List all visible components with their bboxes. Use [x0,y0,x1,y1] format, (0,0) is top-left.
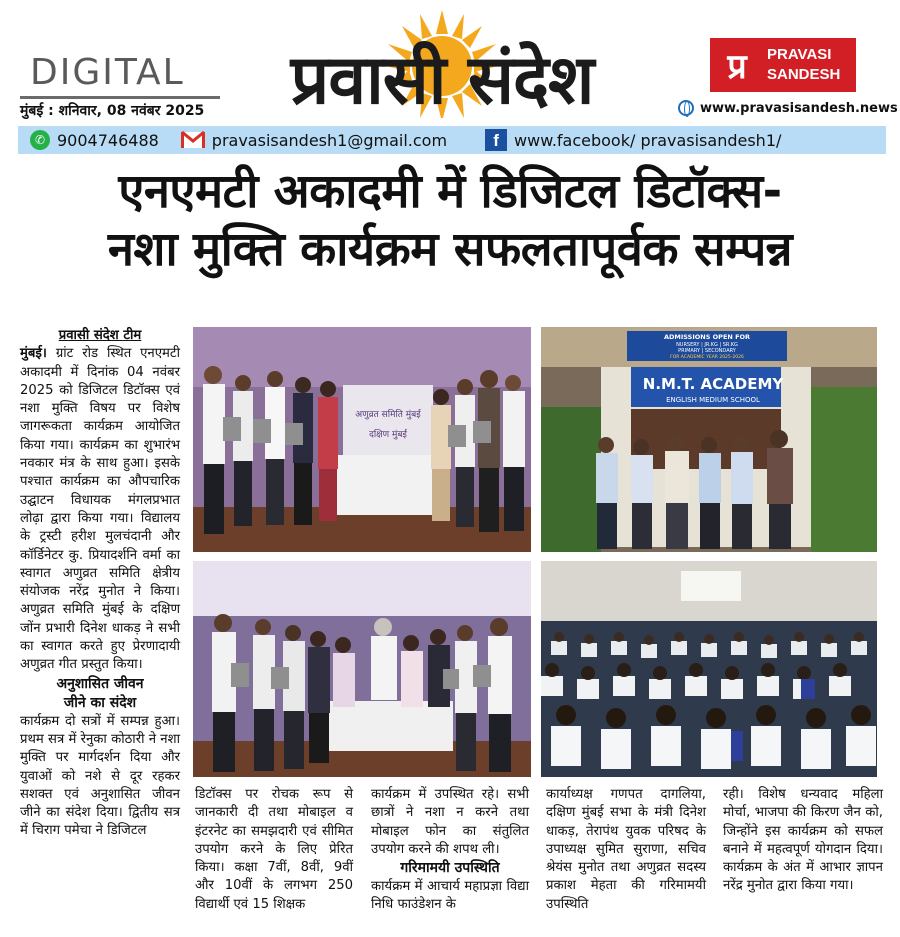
article-column-2: डिटॉक्स पर रोचक रूप से जानकारी दी तथा मोबाइल व इंटरनेट का समझदारी एवं सीमित उपयोग करने के लिए प्रेरित किया। कक्षा 7वीं, 8वीं, 9वीं और 10वीं के लगभग 250 विद्यार्थी एवं 15 शिक्षक [195,787,353,912]
email-item [159,131,447,150]
gmail-icon [181,131,205,149]
logo-text [761,41,853,89]
masthead [0,0,900,125]
lead-city: मुंबई। [20,346,47,362]
photo1-banner-text-2: दक्षिण मुंबई [369,430,407,440]
headline-line-1: एनएमटी अकादमी में डिजिटल डिटॉक्स- [118,164,782,219]
article-column-3: कार्यक्रम में उपस्थित रहे। सभी छात्रों ने नशा न करने तथा मोबाइल फोन का संतुलित उपयोग करने की शपथ ली। गरिमामयी उपस्थिति कार्यक्रम में आचार्य महाप्रज्ञा विद्या निधि फाउंडेशन के [371,787,529,913]
article-column-1 [20,327,180,841]
photo-school-entrance [541,327,877,552]
school-sign-name: N.M.T. ACADEMY [642,375,784,393]
phone-item [18,130,159,150]
dateline: मुंबई : शनिवार, 08 नवंबर 2025 [20,103,205,119]
digital-label: DIGITAL [30,52,185,93]
logo-line1: PRAVASI [767,46,832,63]
headline-line-2: नशा मुक्ति कार्यक्रम सफलतापूर्वक सम्पन्न [107,222,793,277]
facebook-icon: f [485,129,507,151]
logo-line2: SANDESH [767,66,841,83]
newspaper-title: प्रवासी संदेश [290,41,594,120]
article-headline [0,163,900,279]
paragraph-2: कार्यक्रम दो सत्रों में सम्पन्न हुआ। प्रथम सत्र में रेनुका कोठारी ने नशा मुक्ति पर मार्गदर्शन दिया और युवाओं को नशे से दूर रहकर सशक्त एवं अनुशासित जीवन जीने का संदेश दिया। द्वितीय सत्र में चिराग पमेचा ने डिजिटल [20,713,180,839]
school-sign-sub: ENGLISH MEDIUM SCHOOL [666,396,760,404]
subhead-2: गरिमामयी उपस्थिति [400,860,500,877]
byline: प्रवासी संदेश टीम [58,328,142,343]
article-column-5: रही। विशेष धन्यवाद महिला मोर्चा, भाजपा की किरण जैन को, जिन्होंने इस कार्यक्रम को सफल बनाने में महत्वपूर्ण योगदान दिया। कार्यक्रम के अंत में आभार ज्ञापन नरेंद्र मुनोत द्वारा किया गया। [723,787,883,894]
photo-stage-group [193,561,531,777]
email-address[interactable]: pravasisandesh1@gmail.com [211,130,448,150]
facebook-link[interactable]: www.facebook/ pravasisandesh1/ [514,130,782,150]
phone-number[interactable]: 9004746488 [57,130,159,150]
paragraph-1: मुंबई। ग्रांट रोड स्थित एनएमटी अकादमी में दिनांक 04 नवंबर 2025 को डिजिटल डिटॉक्स एवं नशा मुक्ति विषय पर विशेष जागरूकता कार्यक्रम आयोजित किया गया। कार्यक्रम का शुभारंभ नवकार मंत्र के साथ हुआ। इसके पश्चात कार्यक्रम का औपचारिक उद्घाटन विधायक मंगलप्रभात लोढ़ा द्वारा किया गया। विद्यालय के ट्रस्टी हरीश मुलचंदानी और कॉर्डिनेटर कु. प्रियादर्शनि वर्मा का स्वागत अणुव्रत समिति क्षेत्रीय संयोजक नरेंद्र मुनोत ने किया। अणुव्रत समिति मुंबई के दक्षिण जोंन प्रभारी दिनेश धाकड़ ने सभी का स्वागत करते हुए प्रेरणादायी अणुव्रत गीत प्रस्तुत किया। [20,346,180,673]
article-column-4: कार्याध्यक्ष गणपत दागलिया, दक्षिण मुंबई सभा के मंत्री दिनेश धाकड़, तेरापंथ युवक परिषद के उपाध्यक्ष सुमित सुराणा, सचिव श्रेयंस मुनोत तथा अणुव्रत सदस्य प्रकाश मेहता की गरिमामयी उपस्थिति [546,787,706,912]
board-line-2: NURSERY | JR.KG | SR.KG [676,342,738,348]
board-line-3: PRIMARY | SECONDARY [678,348,736,354]
website-line [678,100,898,116]
pravasi-sandesh-logo [710,38,856,92]
photo1-banner-text: अणुव्रत समिति मुंबई [355,410,421,420]
logo-mark: प्र [713,41,761,89]
photo-stage-felicitation [193,327,531,552]
brand-title-area [232,8,652,118]
globe-icon [678,100,694,116]
contact-bar [18,126,886,154]
board-line-4: FOR ACADEMIC YEAR 2025-2026 [670,355,744,360]
facebook-item [447,129,781,151]
whatsapp-icon: ✆ [30,130,50,150]
board-line-1: ADMISSIONS OPEN FOR [663,333,751,341]
website-link[interactable]: www.pravasisandesh.news [700,100,898,116]
subhead-1: अनुशासित जीवन जीने का संदेश [56,675,144,711]
digital-underline [20,96,220,99]
photo-students-hall [541,561,877,777]
